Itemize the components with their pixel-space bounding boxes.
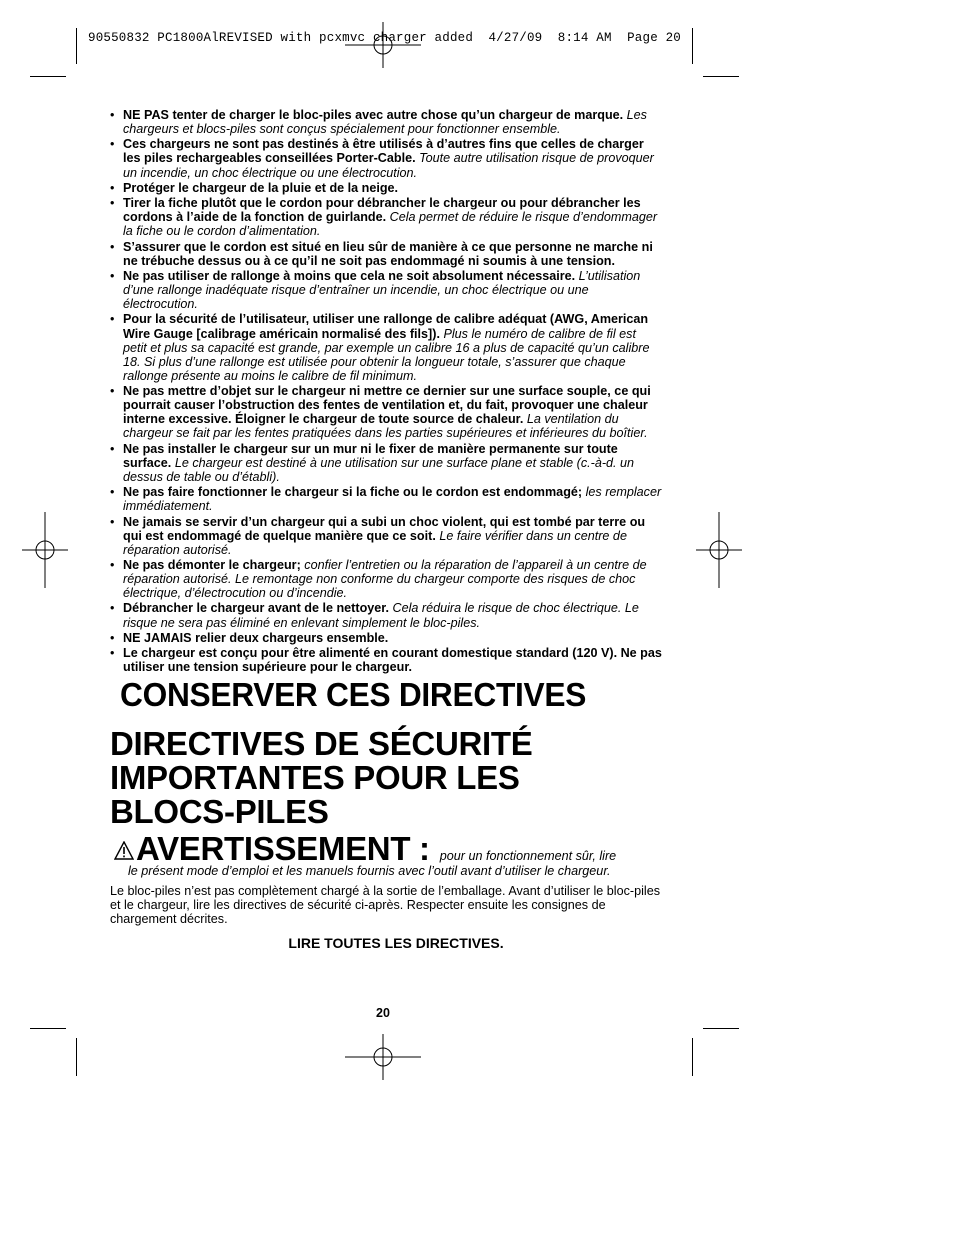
section-title (110, 727, 662, 829)
bullet-italic-text: les remplacer immédiatement. (123, 485, 662, 514)
bullet-dot: • (110, 485, 115, 500)
safety-bullet-item (110, 312, 662, 382)
bullet-bold-text: S’assurer que le cordon est situé en lieu sûr de manière à ce que personne ne marche ni ne trébuche dessus ou à ce qu’il ne soit pas endommagé ni soumis à une tension. (123, 239, 653, 268)
safety-bullet-item (110, 181, 662, 195)
bullet-italic-text: Le faire vérifier dans un centre de réparation autorisé. (123, 528, 627, 557)
safety-bullet-item (110, 442, 662, 484)
bullet-dot: • (110, 601, 115, 616)
safety-bullet-item (110, 601, 662, 629)
crop-mark-top-left-v (76, 28, 77, 64)
safety-bullet-item (110, 485, 662, 513)
bullet-dot: • (110, 180, 115, 195)
bullet-bold-text: NE JAMAIS relier deux chargeurs ensemble. (123, 630, 389, 645)
safety-bullet-item (110, 240, 662, 268)
bullet-dot: • (110, 312, 115, 327)
bullet-bold-text: Ne jamais se servir d’un chargeur qui a subi un choc violent, qui est tombé par terre ou qui est endommagé de quelque manière que ce soit. (123, 514, 646, 543)
safety-bullet-item (110, 631, 662, 645)
registration-mark-bottom (345, 1034, 421, 1080)
bullet-dot: • (110, 646, 115, 661)
bullet-dot: • (110, 137, 115, 152)
bullet-bold-text: Ces chargeurs ne sont pas destinés à être utilisés à d’autres fins que celles de charger les piles rechargeables conseillées Porter-Cable. (123, 137, 644, 166)
bullet-dot: • (110, 441, 115, 456)
bullet-dot: • (110, 268, 115, 283)
crop-mark-top-right-v (692, 28, 693, 64)
crop-mark-bottom-right-v (692, 1038, 693, 1076)
bullet-dot: • (110, 239, 115, 254)
warning-note-continued: le présent mode d’emploi et les manuels fournis avec l’outil avant d’utiliser le chargeur. (128, 864, 611, 879)
registration-mark-top (345, 22, 421, 68)
safety-bullet-item (110, 515, 662, 557)
section-title-line: BLOCS-PILES (110, 793, 329, 831)
bullet-dot: • (110, 196, 115, 211)
safety-bullet-list (110, 108, 662, 674)
warning-note: pour un fonctionnement sûr, lire (439, 849, 617, 864)
safety-bullet-item (110, 108, 662, 136)
bullet-italic-text: L’utilisation d’une rallonge inadéquate risque d’entraîner un incendie, un choc électrique ou une électrocution. (123, 268, 641, 312)
safety-bullet-item (110, 137, 662, 179)
bullet-bold-text: Le chargeur est conçu pour être alimenté en courant domestique standard (120 V). Ne pas utiliser une tension supérieure pour le chargeur. (123, 646, 662, 675)
crop-mark-top-right-h (703, 76, 739, 77)
crop-mark-bottom-left-v (76, 1038, 77, 1076)
intro-paragraph: Le bloc-piles n’est pas complètement chargé à la sortie de l’emballage. Avant d’utiliser le bloc-piles et le chargeur, lire les directives de sécurité ci-après. Respecter ensuite les consignes de chargement décrites. (110, 884, 660, 927)
warning-label: AVERTISSEMENT : (136, 830, 430, 868)
safety-bullet-item (110, 196, 662, 238)
safety-bullet-item (110, 558, 662, 600)
page-content (110, 108, 662, 951)
read-all-instructions: LIRE TOUTES LES DIRECTIVES. (288, 934, 504, 951)
bullet-italic-text: confier l’entretien ou la réparation de l’appareil à un centre de réparation autorisé. Le remontage non conforme du chargeur comporte des risques de choc électrique, d’électrocution ou d’incendie. (123, 557, 647, 601)
bullet-bold-text: Ne pas installer le chargeur sur un mur ni le fixer de manière permanente sur toute surface. (123, 441, 618, 470)
bullet-bold-text: Débrancher le chargeur avant de le nettoyer. (123, 601, 389, 616)
safety-bullet-item (110, 646, 662, 674)
registration-mark-right (696, 512, 742, 588)
bullet-italic-text: Les chargeurs et blocs-piles sont conçus spécialement pour fonctionner ensemble. (123, 108, 647, 137)
bullet-bold-text: Ne pas démonter le chargeur; (123, 557, 301, 572)
bullet-italic-text: Cela réduira le risque de choc électrique. Le risque ne sera pas éliminé en enlevant simplement le bloc-piles. (123, 601, 639, 630)
bullet-bold-text: Ne pas mettre d’objet sur le chargeur ni mettre ce dernier sur une surface souple, ce qui pourrait causer l’obstruction des fentes de ventilation et, du fait, provoquer une chaleur interne excessive. Éloigner le chargeur de toute source de chaleur. (123, 384, 651, 427)
bullet-bold-text: Ne pas utiliser de rallonge à moins que cela ne soit absolument nécessaire. (123, 268, 576, 283)
bullet-bold-text: NE PAS tenter de charger le bloc-piles avec autre chose qu’un chargeur de marque. (123, 108, 624, 122)
print-slug: 90550832 PC1800AlREVISED with pcxmvc charger added 4/27/09 8:14 AM Page 20 (88, 31, 681, 45)
crop-mark-bottom-right-h (703, 1028, 739, 1029)
bullet-italic-text: Cela permet de réduire le risque d’endommager la fiche ou le cordon d’alimentation. (123, 210, 658, 239)
page-number: 20 (376, 1006, 390, 1020)
save-instructions-heading: CONSERVER CES DIRECTIVES (120, 676, 587, 714)
crop-mark-top-left-h (30, 76, 66, 77)
warning-line (114, 832, 662, 866)
safety-bullet-item (110, 269, 662, 311)
bullet-dot: • (110, 108, 115, 122)
bullet-dot: • (110, 514, 115, 529)
bullet-italic-text: Toute autre utilisation risque de provoquer un incendie, un choc électrique ou une électrocution. (123, 151, 654, 180)
section-title-line: DIRECTIVES DE SÉCURITÉ (110, 725, 533, 763)
bullet-italic-text: La ventilation du chargeur se fait par les fentes pratiquées dans les parties supérieures et inférieures du boîtier. (123, 412, 648, 441)
section-title-line: IMPORTANTES POUR LES (110, 759, 520, 797)
bullet-bold-text: Pour la sécurité de l’utilisateur, utiliser une rallonge de calibre adéquat (AWG, American Wire Gauge [calibrage américain normalisé des fils]). (123, 312, 649, 341)
bullet-bold-text: Protéger le chargeur de la pluie et de la neige. (123, 180, 399, 195)
bullet-italic-text: Plus le numéro de calibre de fil est petit et plus sa capacité est grande, par exemple un calibre 16 a plus de capacité qu’un calibre 18. Si plus d’une rallonge est utilisée pour obtenir la longueur totale, s’assurer que chaque rallonge présente au moins le calibre de fil minimum. (123, 326, 650, 383)
bullet-dot: • (110, 384, 115, 399)
crop-mark-bottom-left-h (30, 1028, 66, 1029)
bullet-dot: • (110, 557, 115, 572)
warning-triangle-icon (114, 841, 134, 860)
bullet-bold-text: Ne pas faire fonctionner le chargeur si la fiche ou le cordon est endommagé; (123, 485, 583, 500)
bullet-dot: • (110, 630, 115, 645)
safety-bullet-item (110, 384, 662, 440)
bullet-bold-text: Tirer la fiche plutôt que le cordon pour débrancher le chargeur ou pour débrancher les cordons à l’aide de la fonction de guirlande. (123, 196, 641, 225)
registration-mark-left (22, 512, 68, 588)
bullet-italic-text: Le chargeur est destiné à une utilisation sur une surface plane et stable (c.-à-d. un dessus de table ou d’établi). (123, 455, 635, 484)
